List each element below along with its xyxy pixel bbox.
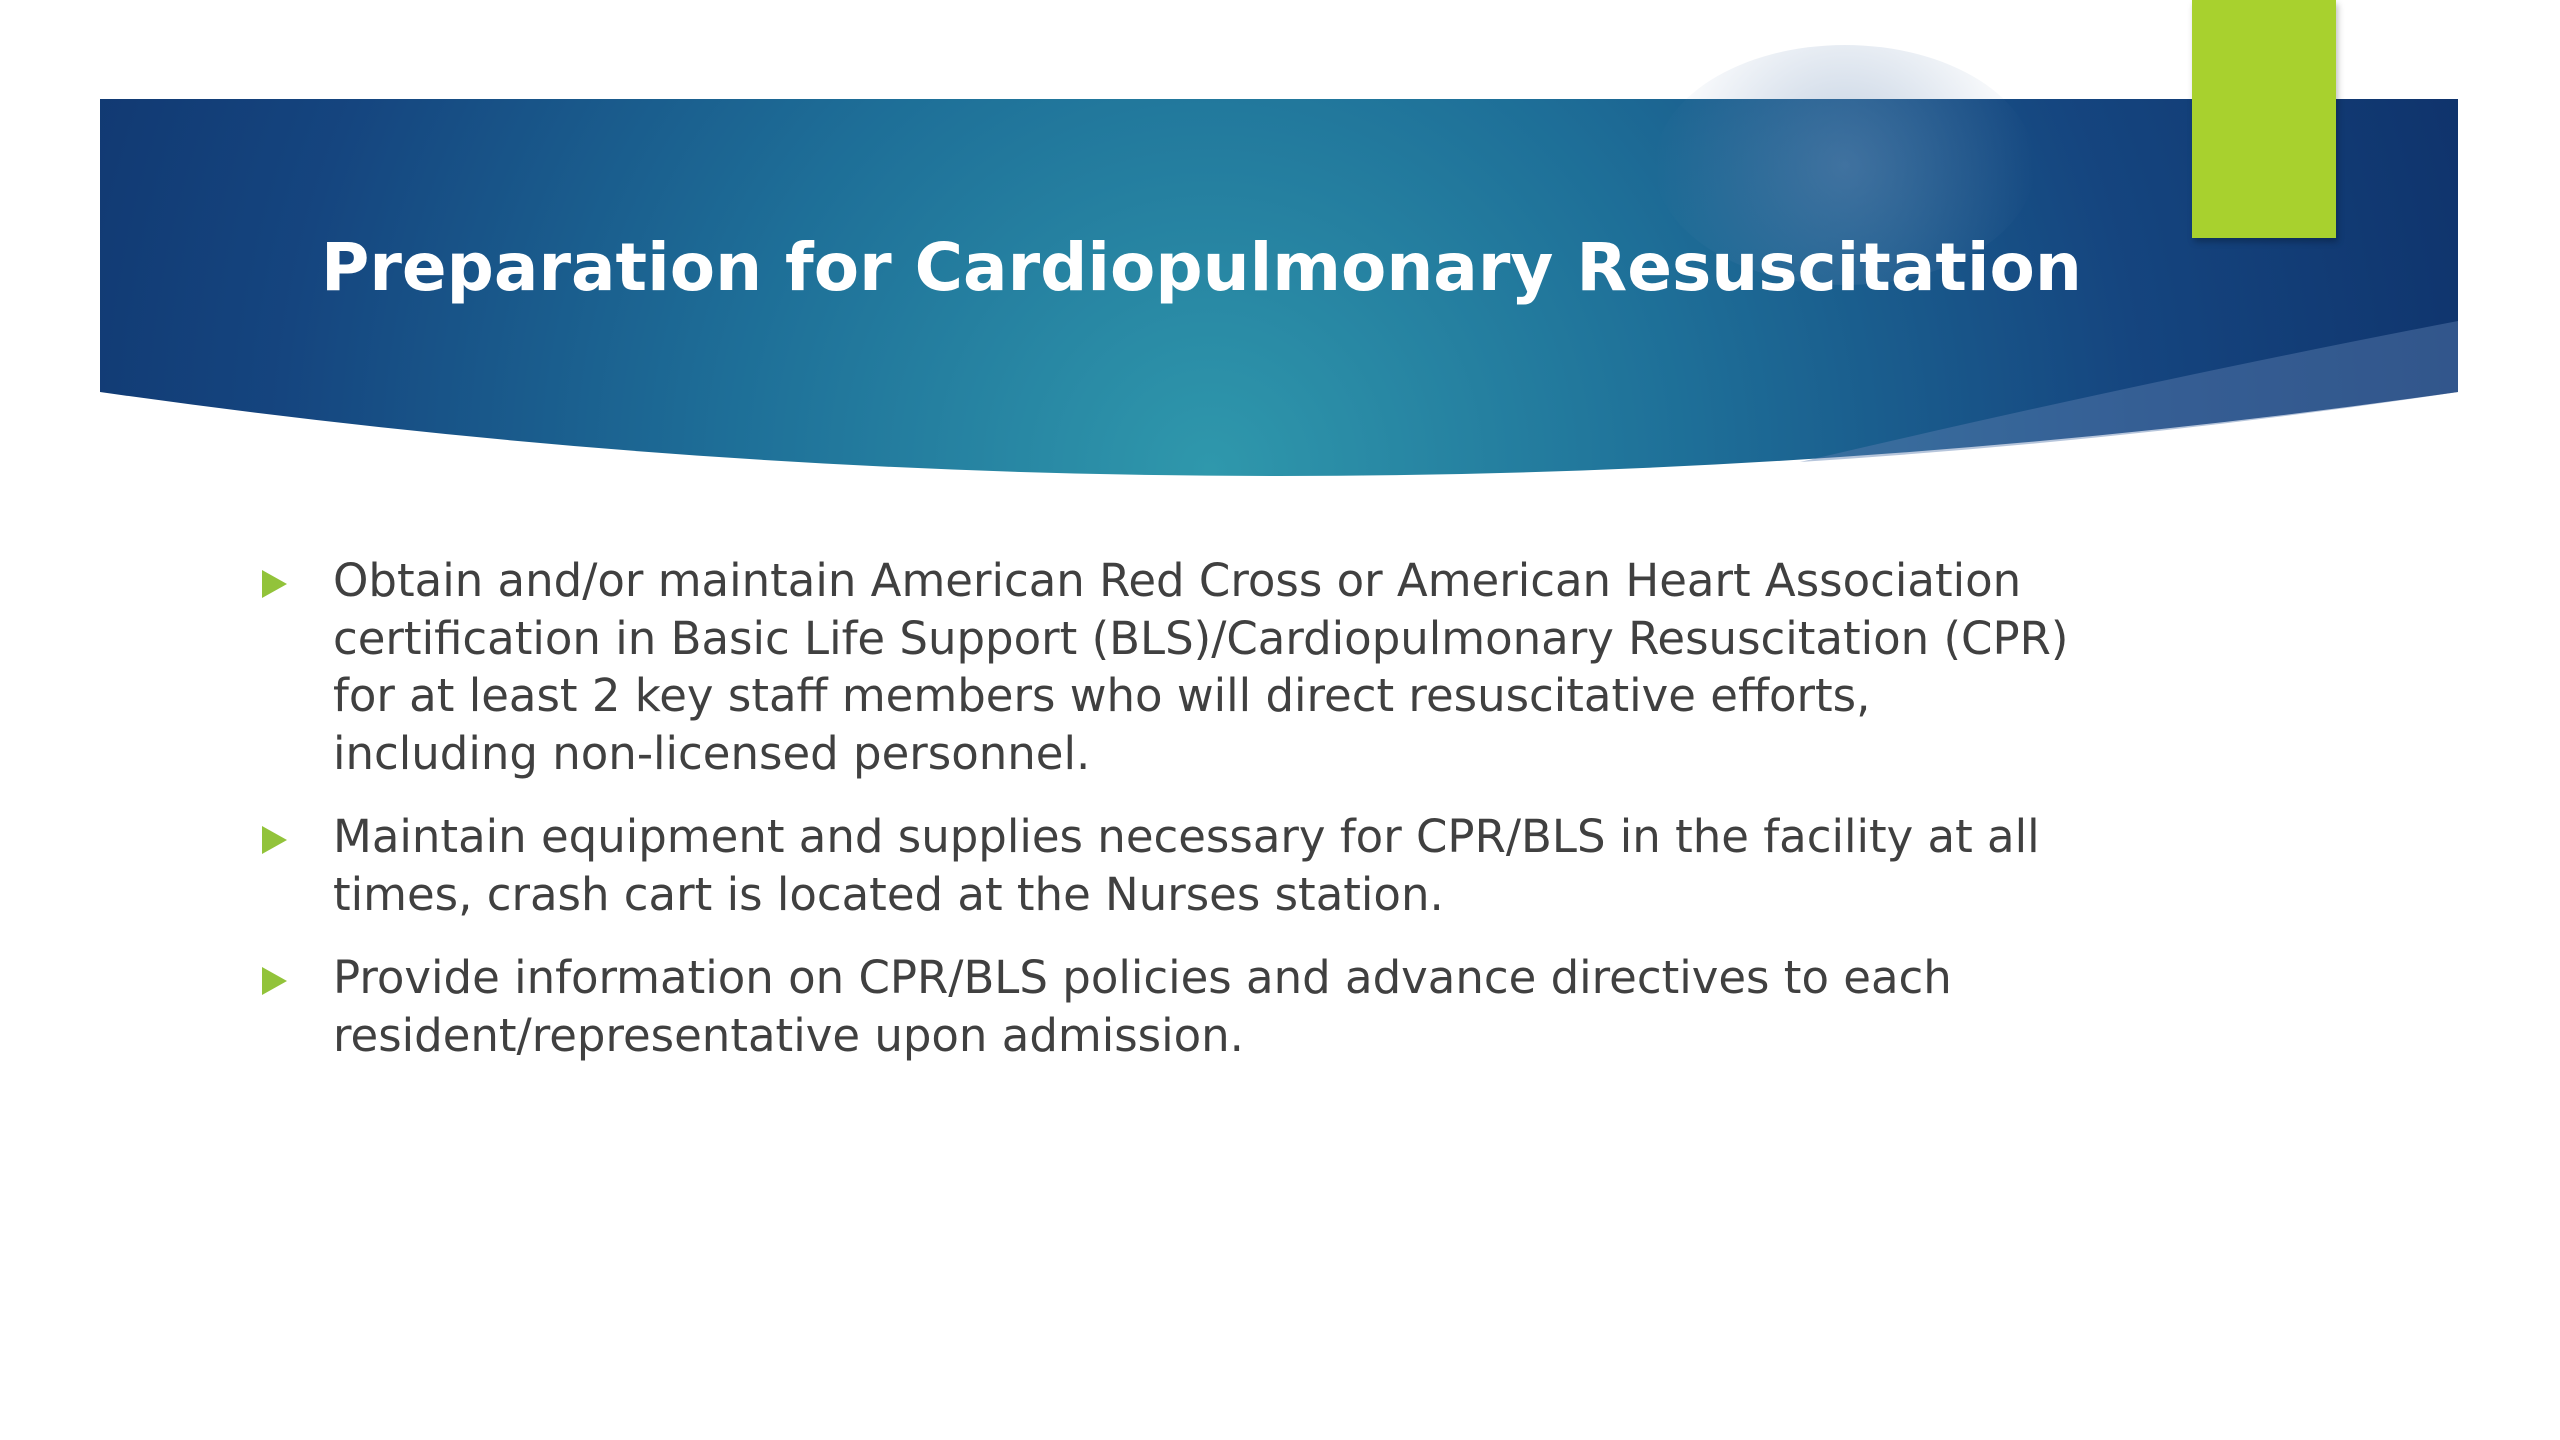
bullet-text: Maintain equipment and supplies necessary for CPR/BLS in the facility at all times, crash cart is located at the Nurses station. xyxy=(333,810,2040,921)
bullet-text: Provide information on CPR/BLS policies and advance directives to each resident/representative upon admission. xyxy=(333,951,1952,1062)
slide-title: Preparation for Cardiopulmonary Resuscitation xyxy=(321,229,2082,306)
bullet-text: Obtain and/or maintain American Red Cross or American Heart Association certification in Basic Life Support (BLS)/Cardiopulmonary Resuscitation (CPR) for at least 2 key staff members who will direct resuscitative efforts, including non-licensed personnel. xyxy=(333,554,2069,780)
list-item xyxy=(262,808,2082,923)
accent-tab xyxy=(2192,0,2336,238)
triangle-right-icon xyxy=(262,967,287,995)
triangle-right-icon xyxy=(262,826,287,854)
list-item xyxy=(262,552,2082,782)
list-item xyxy=(262,949,2082,1064)
triangle-right-icon xyxy=(262,570,287,598)
bullet-list xyxy=(262,552,2082,1090)
